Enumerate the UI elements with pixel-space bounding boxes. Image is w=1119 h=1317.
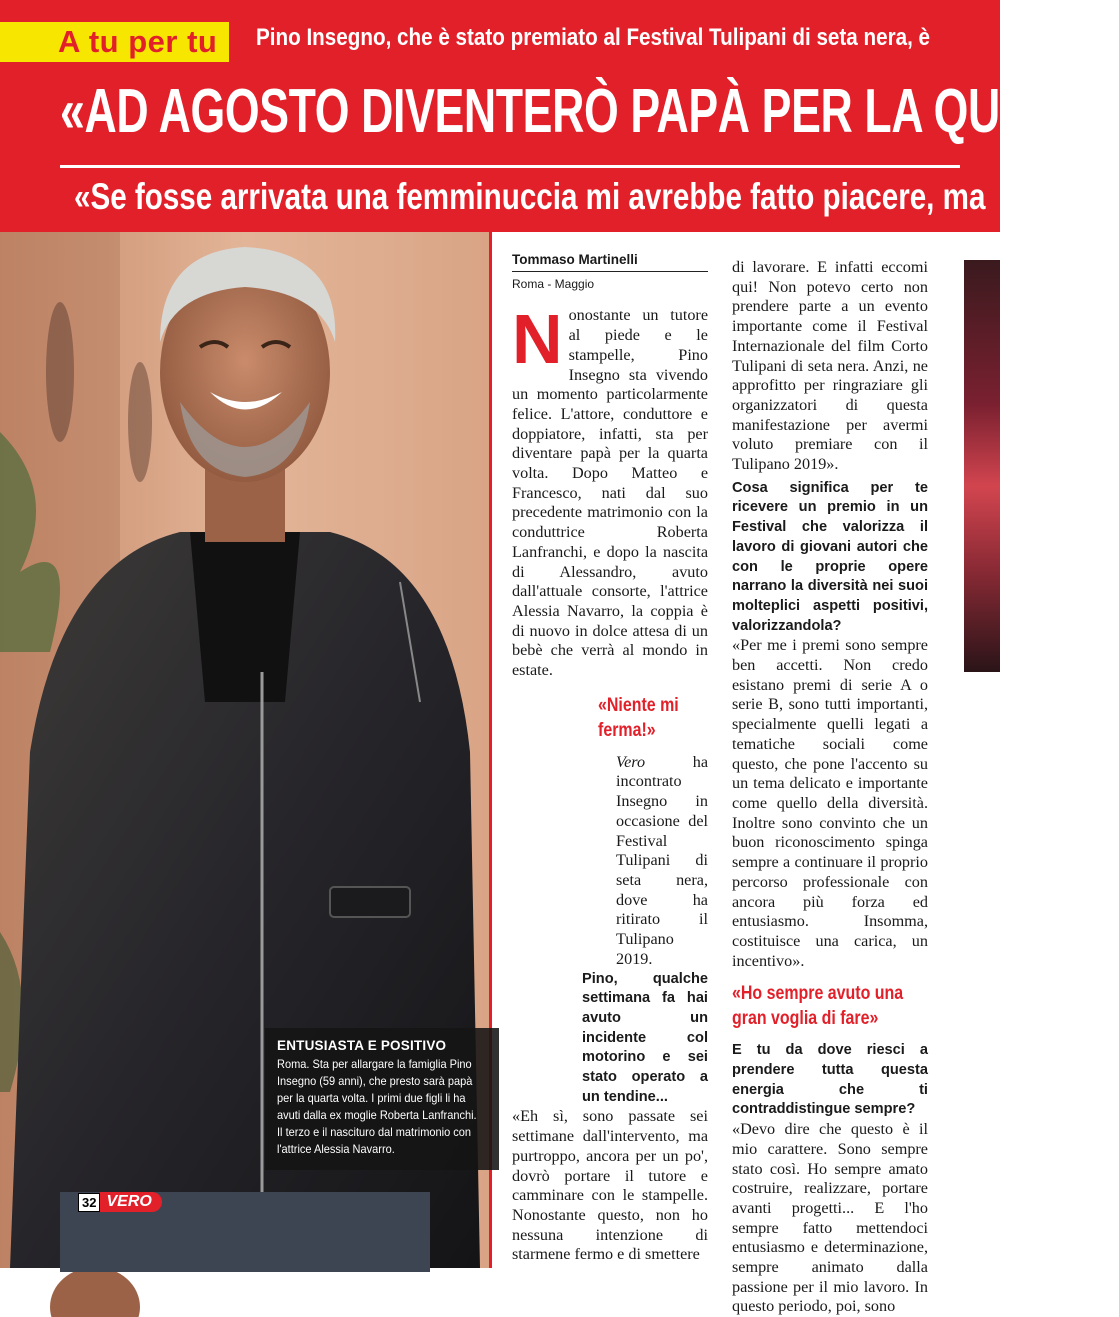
answer-paragraph-3: «Devo dire che questo è il mio carattere. Sono sempre stato così. Ho sempre amato costruire, realizzare, portare avanti progetti... E l'ho sempre fatto mettendoci entusiasmo e determinazione, sempre animato dalla passione per il mio lavoro. In questo periodo, poi, sono xyxy=(732,1120,928,1316)
answer-paragraph-1-continued: di lavorare. E infatti eccomi qui! Non potevo certo non prendere parte a un evento importante come il Festival Internazionale del film Corto Tulipani di seta nera. Anzi, ne approfitto per ringraziare gli organizzatori di questa manifestazione per avermi voluto premiare con il Tulipano 2019». xyxy=(732,258,928,474)
header-divider xyxy=(60,165,960,168)
magazine-name-italic: Vero xyxy=(616,752,646,771)
pull-quote-1-line-2: ferma!» xyxy=(598,719,656,741)
pull-quote-2 xyxy=(732,981,904,1031)
article-column-1 xyxy=(512,250,708,1265)
pull-quote-2-line-2: gran voglia di fare» xyxy=(732,1008,879,1030)
intro-text: onostante un tutore al piede e le stampelle, Pino Insegno sta vivendo un momento particolarmente felice. L'attore, conduttore e doppiatore, infatti, sta per diventare papà per la quarta volta. Dopo Matteo e Francesco, nati dal suo precedente matrimonio con la conduttrice Roberta Lanfranchi, e dopo la nascita di Alessandro, avuto dall'attuale consorte, l'attrice Alessia Navarro, la coppia è di nuovo in dolce attesa di un bebè che verrà al mondo in estate. xyxy=(512,306,708,680)
caption-text: Roma. Sta per allargare la famiglia Pino Insegno (59 anni), che presto sarà papà per la quarta volta. I primi due figli li ha avuti dalla ex moglie Roberta Lanfranchi. Il terzo e il nascituro dal matrimonio con l'attrice Alessia Navarro. xyxy=(277,1058,477,1156)
pull-quote-1 xyxy=(598,693,690,743)
section-kicker xyxy=(0,22,229,62)
subheadline: «Se fosse arrivata una femminuccia mi avrebbe fatto piacere, ma xyxy=(74,176,986,217)
answer-paragraph-2: «Per me i premi sono sempre ben accetti. Non credo esistano premi di serie A o serie B, sono tutti importanti, specialmente quelli legati a tematiche sociali come questo, che pone l'accento su un tema delicato e importante come quello della diversità. Inoltre sono convinto che un buon riconoscimento spinga sempre a continuare il proprio percorso professionale con ancora più forza ed entusiasmo. Insomma, costituisce una carica, un incentivo». xyxy=(732,636,928,970)
page-number: 32 xyxy=(78,1193,100,1212)
interview-question-1: Pino, qualche settimana fa hai avuto un incidente col motorino e sei stato operato a un tendine... xyxy=(582,970,708,1105)
drop-cap: N xyxy=(512,300,563,379)
paragraph-vero xyxy=(616,753,708,970)
answer-paragraph-1: «Eh sì, sono passate sei settimane dall'intervento, ma purtroppo, ancora per un po', dovrò portare il tutore e camminare con le stampelle. Nonostante questo, non ho nessuna intenzione di starmene fermo e di smettere xyxy=(512,1107,708,1264)
pull-quote-2-line-1: «Ho sempre avuto una xyxy=(732,983,904,1005)
headline: «AD AGOSTO DIVENTERÒ PAPÀ PER LA QUARTA xyxy=(60,77,1119,146)
side-photo-image xyxy=(964,260,1000,672)
kicker-label: A tu per tu xyxy=(58,24,218,59)
page-footer xyxy=(78,1191,162,1213)
interview-question-2: Cosa significa per te ricevere un premio in un Festival che valorizza il lavoro di giovani autori che con le proprie opere narrano la diversità nei suoi molteplici aspetti positivi, valorizzandola? xyxy=(732,479,928,634)
side-photo xyxy=(958,252,1000,682)
article-header xyxy=(0,0,1119,232)
caption-title: ENTUSIASTA E POSITIVO xyxy=(277,1038,447,1053)
pull-quote-1-line-1: «Niente mi xyxy=(598,694,679,716)
article-column-2 xyxy=(732,258,928,1317)
magazine-logo: VERO xyxy=(100,1192,161,1212)
photo-caption xyxy=(265,1028,499,1170)
intro-paragraph xyxy=(512,300,708,680)
dateline: Roma - Maggio xyxy=(512,276,595,291)
header-deck: Pino Insegno, che è stato premiato al Festival Tulipani di seta nera, è xyxy=(256,24,931,51)
author-byline: Tommaso Martinelli xyxy=(512,250,708,272)
interview-question-3: E tu da dove riesci a prendere tutta questa energia che ti contraddistingue sempre? xyxy=(732,1042,928,1118)
paragraph-vero-text: ha incontrato Insegno in occasione del Festival Tulipani di seta nera, dove ha ritirato il Tulipano 2019. xyxy=(616,752,708,968)
